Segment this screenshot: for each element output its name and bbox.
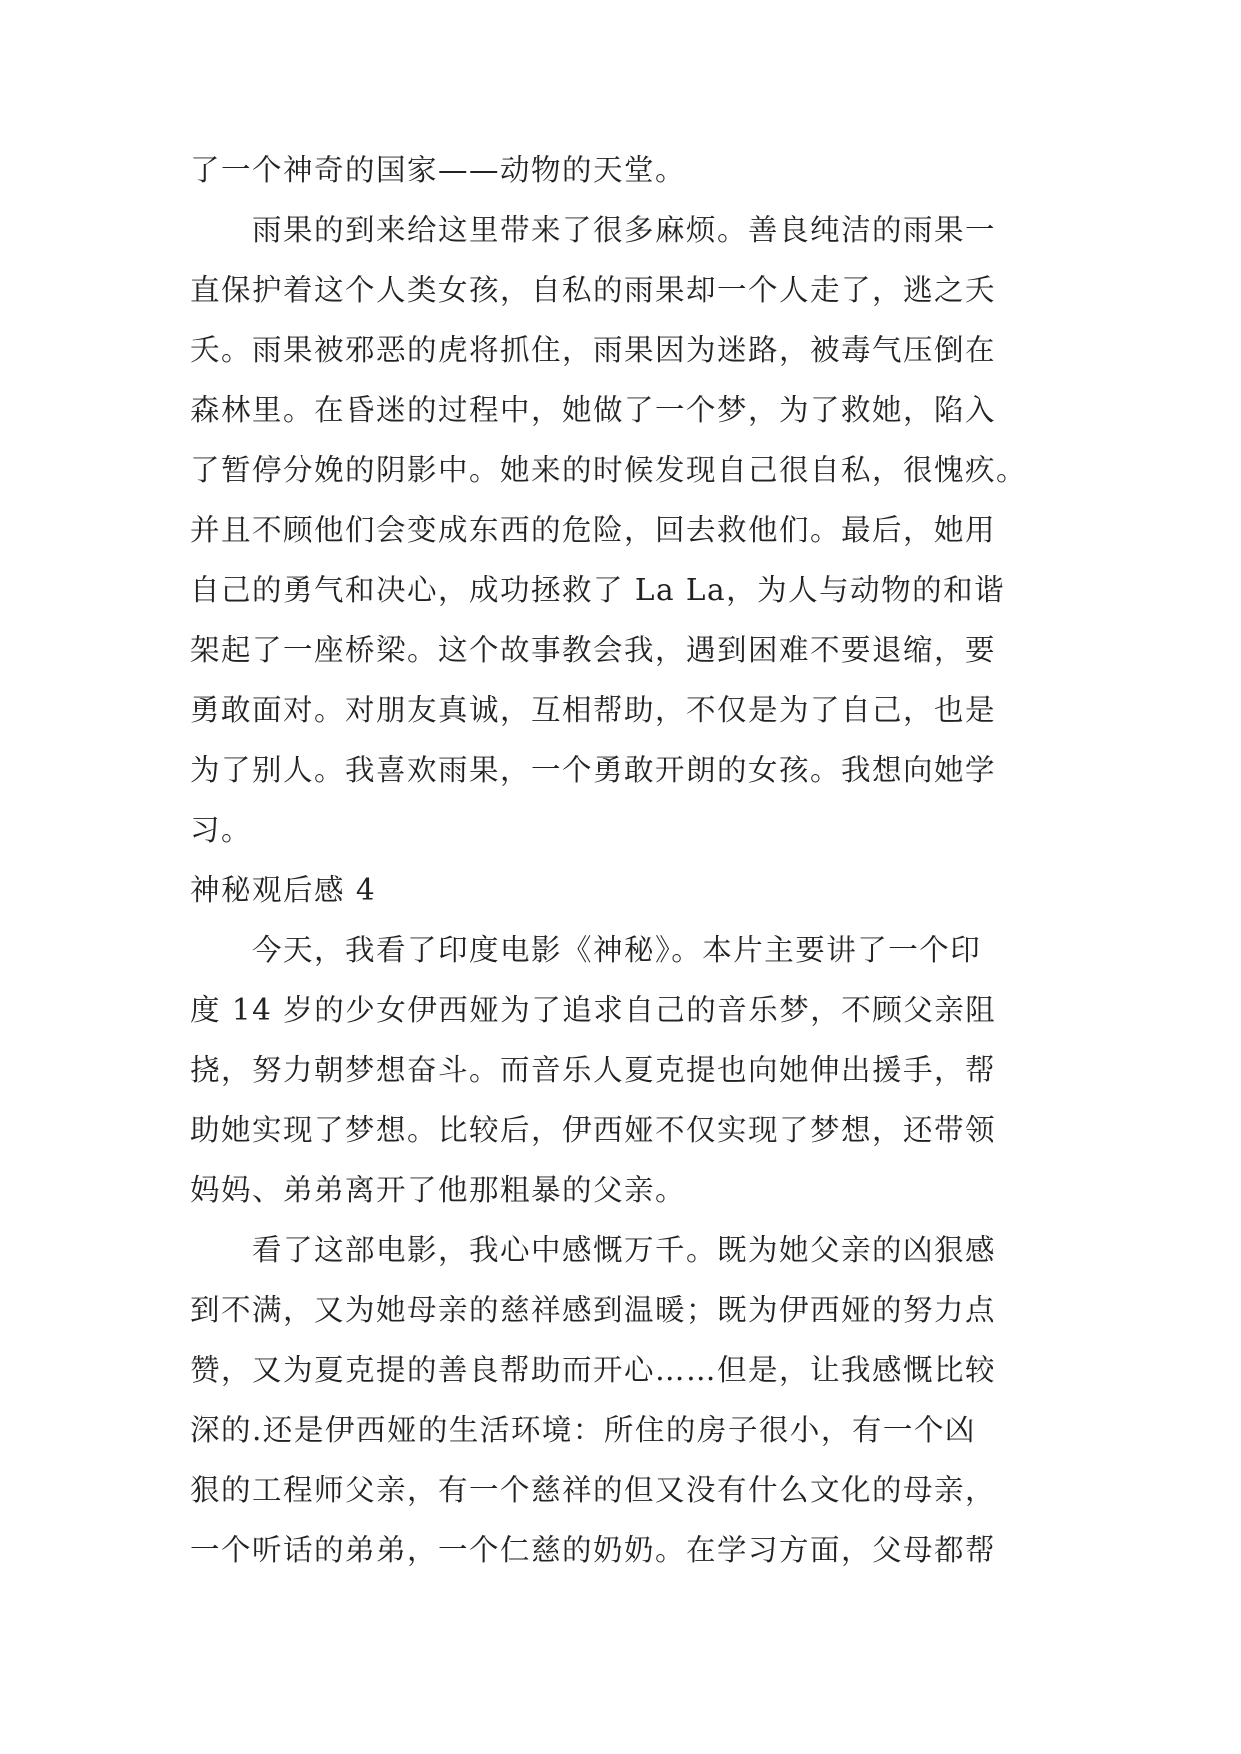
paragraph-line: 夭。雨果被邪恶的虎将抓住，雨果因为迷路，被毒气压倒在 <box>190 333 997 367</box>
paragraph-line: 森林里。在昏迷的过程中，她做了一个梦，为了救她，陷入 <box>190 393 997 427</box>
paragraph-line: 狠的工程师父亲，有一个慈祥的但又没有什么文化的母亲， <box>190 1473 997 1507</box>
paragraph-line: 妈妈、弟弟离开了他那粗暴的父亲。 <box>190 1173 687 1207</box>
paragraph-line: 勇敢面对。对朋友真诚，互相帮助，不仅是为了自己，也是 <box>190 693 997 727</box>
paragraph-line: 自己的勇气和决心，成功拯救了 La La，为人与动物的和谐 <box>190 573 1006 607</box>
paragraph-line: 今天，我看了印度电影《神秘》。本片主要讲了一个印 <box>252 933 982 967</box>
paragraph-line: 架起了一座桥梁。这个故事教会我，遇到困难不要退缩，要 <box>190 633 997 667</box>
paragraph-line: 到不满，又为她母亲的慈祥感到温暖；既为伊西娅的努力点 <box>190 1293 997 1327</box>
paragraph-line: 并且不顾他们会变成东西的危险，回去救他们。最后，她用 <box>190 513 997 547</box>
section-heading: 神秘观后感 4 <box>190 873 377 907</box>
paragraph-line: 为了别人。我喜欢雨果，一个勇敢开朗的女孩。我想向她学 <box>190 753 997 787</box>
paragraph-line: 看了这部电影，我心中感慨万千。既为她父亲的凶狠感 <box>252 1233 997 1267</box>
paragraph-line: 习。 <box>190 813 253 847</box>
paragraph-line: 雨果的到来给这里带来了很多麻烦。善良纯洁的雨果一 <box>252 213 997 247</box>
paragraph-line: 了暂停分娩的阴影中。她来的时候发现自己很自私，很愧疚。 <box>190 453 1028 487</box>
paragraph-line: 深的.还是伊西娅的生活环境：所住的房子很小，有一个凶 <box>190 1413 976 1447</box>
paragraph-line: 一个听话的弟弟，一个仁慈的奶奶。在学习方面，父母都帮 <box>190 1533 997 1567</box>
paragraph-line: 赞，又为夏克提的善良帮助而开心……但是，让我感慨比较 <box>190 1353 997 1387</box>
paragraph-line: 度 14 岁的少女伊西娅为了追求自己的音乐梦，不顾父亲阻 <box>190 993 997 1027</box>
paragraph-line: 了一个神奇的国家——动物的天堂。 <box>190 153 687 187</box>
paragraph-line: 助她实现了梦想。比较后，伊西娅不仅实现了梦想，还带领 <box>190 1113 997 1147</box>
document-body <box>190 150 1050 1590</box>
paragraph-line: 直保护着这个人类女孩，自私的雨果却一个人走了，逃之夭 <box>190 273 997 307</box>
paragraph-line: 挠，努力朝梦想奋斗。而音乐人夏克提也向她伸出援手，帮 <box>190 1053 997 1087</box>
